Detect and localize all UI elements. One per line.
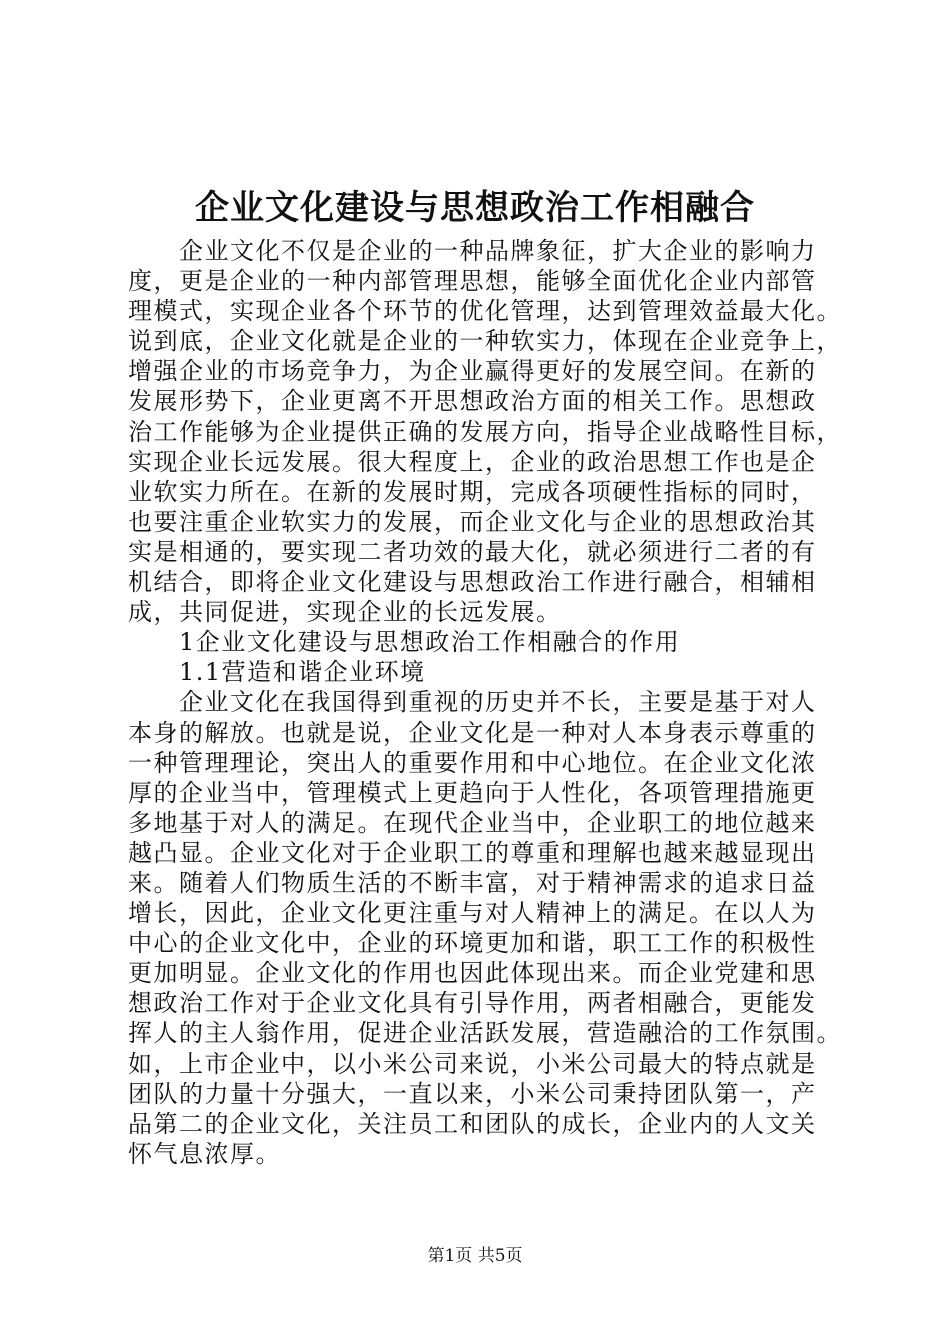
- body-line: 一种管理理论，突出人的重要作用和中心地位。在企业文化浓: [128, 748, 817, 777]
- body-line: 增长，因此，企业文化更注重与对人精神上的满足。在以人为: [128, 899, 817, 928]
- body-line: 成，共同促进，实现企业的长远发展。: [128, 598, 562, 627]
- body-line: 企业文化不仅是企业的一种品牌象征，扩大企业的影响力: [128, 237, 817, 265]
- body-line: 发展形势下，企业更离不开思想政治方面的相关工作。思想政: [128, 387, 817, 416]
- body-line: 品第二的企业文化，关注员工和团队的成长，企业内的人文关: [128, 1109, 817, 1138]
- body-line: 团队的力量十分强大，一直以来，小米公司秉持团队第一，产: [128, 1079, 817, 1108]
- body-line: 多地基于对人的满足。在现代企业当中，企业职工的地位越来: [128, 808, 817, 837]
- body-line: 也要注重企业软实力的发展，而企业文化与企业的思想政治其: [128, 507, 817, 536]
- body-line: 中心的企业文化中，企业的环境更加和谐，职工工作的积极性: [128, 929, 817, 958]
- body-line: 来。随着人们物质生活的不断丰富，对于精神需求的追求日益: [128, 868, 817, 897]
- body-line: 越凸显。企业文化对于企业职工的尊重和理解也越来越显现出: [128, 838, 817, 867]
- body-line: 治工作能够为企业提供正确的发展方向，指导企业战略性目标，: [128, 417, 842, 446]
- body-line: 如，上市企业中，以小米公司来说，小米公司最大的特点就是: [128, 1049, 817, 1078]
- body-line: 挥人的主人翁作用，促进企业活跃发展，营造融洽的工作氛围。: [128, 1019, 842, 1048]
- body-line: 度，更是企业的一种内部管理思想，能够全面优化企业内部管: [128, 267, 817, 296]
- body-line: 厚的企业当中，管理模式上更趋向于人性化，各项管理措施更: [128, 778, 817, 807]
- body-line: 实现企业长远发展。很大程度上，企业的政治思想工作也是企: [128, 447, 817, 476]
- body-line: 增强企业的市场竞争力，为企业赢得更好的发展空间。在新的: [128, 357, 817, 386]
- subsection-heading: 1.1营造和谐企业环境: [128, 658, 426, 687]
- document-body: [128, 236, 852, 1169]
- body-line: 实是相通的，要实现二者功效的最大化，就必须进行二者的有: [128, 537, 817, 566]
- body-line: 业软实力所在。在新的发展时期，完成各项硬性指标的同时，: [128, 477, 817, 506]
- body-line: 理模式，实现企业各个环节的优化管理，达到管理效益最大化。: [128, 297, 842, 326]
- body-line: 更加明显。企业文化的作用也因此体现出来。而企业党建和思: [128, 959, 817, 988]
- page-footer: 第1页 共5页: [427, 1246, 523, 1266]
- document-title: 企业文化建设与思想政治工作相融合: [195, 188, 755, 228]
- body-line: 说到底，企业文化就是企业的一种软实力，体现在企业竞争上，: [128, 327, 842, 356]
- body-line: 企业文化在我国得到重视的历史并不长，主要是基于对人: [128, 688, 817, 717]
- body-line: 本身的解放。也就是说，企业文化是一种对人本身表示尊重的: [128, 718, 817, 747]
- body-line: 怀气息浓厚。: [128, 1139, 281, 1168]
- body-line: 想政治工作对于企业文化具有引导作用，两者相融合，更能发: [128, 989, 817, 1018]
- body-line: 机结合，即将企业文化建设与思想政治工作进行融合，相辅相: [128, 568, 817, 597]
- section-heading: 1企业文化建设与思想政治工作相融合的作用: [128, 628, 681, 657]
